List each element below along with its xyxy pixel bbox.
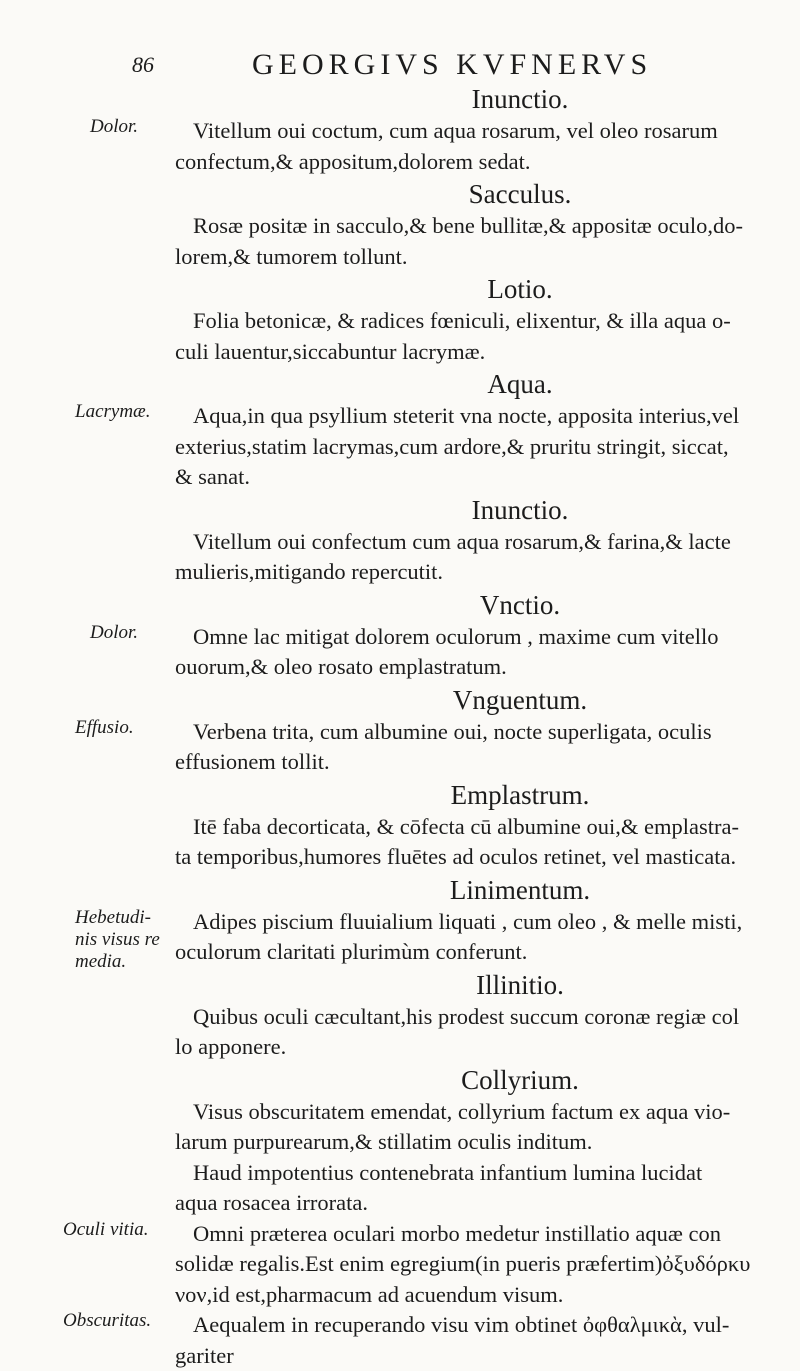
text-line: culi lauentur,siccabuntur lacrymæ. — [175, 337, 775, 368]
text-line: ta temporibus,humores fluētes ad oculos retinet, vel masticata. — [175, 842, 775, 873]
paragraph — [175, 116, 775, 177]
paragraph — [175, 1158, 775, 1219]
text-line: lorem,& tumorem tollunt. — [175, 242, 775, 273]
paragraph-block — [175, 1097, 775, 1158]
text-line: Omne lac mitigat dolorem oculorum , maxime cum vitello — [175, 622, 775, 653]
paragraph-block — [175, 1219, 775, 1311]
section-heading: Illinitio. — [175, 968, 775, 1002]
section-heading: Inunctio. — [175, 493, 775, 527]
text-line: Aqua,in qua psyllium steterit vna nocte, apposita interius,vel — [175, 401, 775, 432]
paragraph-block — [175, 717, 775, 778]
paragraph — [175, 306, 775, 367]
page-number: 86 — [132, 52, 154, 78]
margin-note — [75, 907, 157, 973]
section-heading: Inunctio. — [175, 82, 775, 116]
margin-note-line: Hebetudi- — [75, 907, 157, 929]
page-header — [0, 48, 800, 84]
margin-note — [63, 1219, 145, 1241]
paragraph — [175, 1002, 775, 1063]
text-line: effusionem tollit. — [175, 747, 775, 778]
section-heading: Vnctio. — [175, 588, 775, 622]
text-line: confectum,& appositum,dolorem sedat. — [175, 147, 775, 178]
paragraph-block — [175, 211, 775, 272]
text-line: Aequalem in recuperando visu vim obtinet ὀφθαλμικὰ, vul- — [175, 1310, 775, 1341]
paragraph — [175, 401, 775, 493]
margin-note — [90, 622, 172, 644]
text-line: oculorum claritati plurimùm conferunt. — [175, 937, 775, 968]
paragraph-block — [175, 812, 775, 873]
margin-note-line: Lacrymæ. — [75, 401, 157, 423]
paragraph-block — [175, 1002, 775, 1063]
text-line: νον,id est,pharmacum ad acuendum visum. — [175, 1280, 775, 1311]
text-line: Haud impotentius contenebrata infantium lumina lucidat — [175, 1158, 775, 1189]
text-line: mulieris,mitigando repercutit. — [175, 557, 775, 588]
text-line: Vitellum oui confectum cum aqua rosarum,& farina,& lacte — [175, 527, 775, 558]
paragraph — [175, 717, 775, 778]
text-line: Vitellum oui coctum, cum aqua rosarum, vel oleo rosarum — [175, 116, 775, 147]
text-line: Verbena trita, cum albumine oui, nocte superligata, oculis — [175, 717, 775, 748]
text-line: & sanat. — [175, 462, 775, 493]
running-head: GEORGIVS KVFNERVS — [252, 48, 652, 82]
margin-note-line: Oculi vitia. — [63, 1219, 145, 1241]
margin-note — [75, 401, 157, 423]
text-line: Quibus oculi cæcultant,his prodest succum coronæ regiæ col — [175, 1002, 775, 1033]
margin-note-line: media. — [75, 951, 157, 973]
text-line: exterius,statim lacrymas,cum ardore,& pruritu stringit, siccat, — [175, 432, 775, 463]
text-line: lo apponere. — [175, 1032, 775, 1063]
paragraph-block — [175, 527, 775, 588]
paragraph-block — [175, 1310, 775, 1371]
paragraph-block — [175, 116, 775, 177]
text-line: larum purpurearum,& stillatim oculis inditum. — [175, 1127, 775, 1158]
paragraph-block — [175, 401, 775, 493]
text-line: aqua rosacea irrorata. — [175, 1188, 775, 1219]
margin-note — [75, 717, 157, 739]
text-line: Omni præterea oculari morbo medetur instillatio aquæ con — [175, 1219, 775, 1250]
paragraph — [175, 622, 775, 683]
section-heading: Collyrium. — [175, 1063, 775, 1097]
text-line: Visus obscuritatem emendat, collyrium factum ex aqua vio- — [175, 1097, 775, 1128]
paragraph — [175, 211, 775, 272]
text-line: solidæ regalis.Est enim egregium(in pueris præfertim)ὀξυδόρκυ — [175, 1249, 775, 1280]
text-line: Adipes piscium fluuialium liquati , cum oleo , & melle misti, — [175, 907, 775, 938]
text-line: ouorum,& oleo rosato emplastratum. — [175, 652, 775, 683]
paragraph — [175, 1097, 775, 1158]
margin-note — [63, 1310, 145, 1332]
paragraph-block — [175, 622, 775, 683]
section-heading: Emplastrum. — [175, 778, 775, 812]
section-heading: Vnguentum. — [175, 683, 775, 717]
paragraph-block — [175, 1158, 775, 1219]
paragraph — [175, 1310, 775, 1371]
margin-note — [90, 116, 172, 138]
margin-note-line: nis visus re — [75, 929, 157, 951]
section-heading: Aqua. — [175, 367, 775, 401]
section-heading: Linimentum. — [175, 873, 775, 907]
section-heading: Lotio. — [175, 272, 775, 306]
paragraph-block — [175, 306, 775, 367]
margin-note-line: Dolor. — [90, 116, 172, 138]
margin-note-line: Effusio. — [75, 717, 157, 739]
paragraph — [175, 1219, 775, 1311]
paragraph — [175, 907, 775, 968]
paragraph-block — [175, 907, 775, 968]
text-line: Itē faba decorticata, & cōfecta cū albumine oui,& emplastra- — [175, 812, 775, 843]
paragraph — [175, 812, 775, 873]
text-line: Folia betonicæ, & radices fœniculi, elixentur, & illa aqua o- — [175, 306, 775, 337]
body-text — [175, 82, 775, 1371]
margin-note-line: Obscuritas. — [63, 1310, 145, 1332]
paragraph — [175, 527, 775, 588]
section-heading: Sacculus. — [175, 177, 775, 211]
margin-note-line: Dolor. — [90, 622, 172, 644]
text-line: Rosæ positæ in sacculo,& bene bullitæ,& appositæ oculo,do- — [175, 211, 775, 242]
text-line: gariter — [175, 1341, 775, 1371]
